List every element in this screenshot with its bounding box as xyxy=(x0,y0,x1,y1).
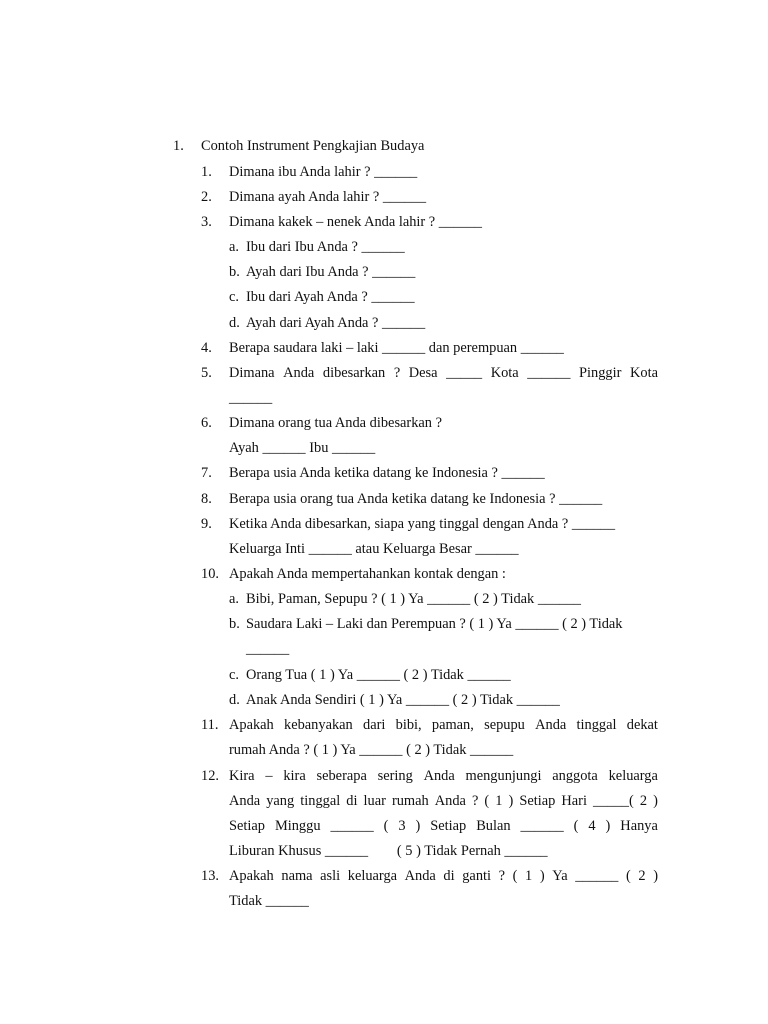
item-justified-line xyxy=(229,794,658,808)
item-text: Dimana ibu Anda lahir ? ______ xyxy=(229,164,418,180)
word: paman, xyxy=(431,717,474,733)
word: ? xyxy=(393,365,401,381)
item-continuation: Ayah ______ Ibu ______ xyxy=(229,440,376,456)
word: Bulan xyxy=(476,818,511,834)
sub-continuation: ______ xyxy=(246,641,290,657)
word: ______ xyxy=(575,868,619,884)
word: kira xyxy=(283,768,306,784)
word: luar xyxy=(363,793,386,809)
word: ( xyxy=(625,868,631,884)
item-number: 11. xyxy=(201,717,219,733)
title: Contoh Instrument Pengkajian Budaya xyxy=(201,138,425,154)
word: nama xyxy=(281,868,313,884)
word: _____( xyxy=(593,793,634,809)
item-number: 2. xyxy=(201,189,212,205)
word: bibi, xyxy=(395,717,422,733)
item-number: 7. xyxy=(201,465,212,481)
word: tinggal xyxy=(576,717,617,733)
item-number: 3. xyxy=(201,214,212,230)
item-continuation: Liburan Khusus ______ ( 5 ) Tidak Pernah ______ xyxy=(229,843,548,859)
word: ) xyxy=(415,818,421,834)
item-number: 1. xyxy=(201,164,212,180)
word: Kira xyxy=(229,768,255,784)
item-continuation: ______ xyxy=(229,390,273,406)
sub-text: Ayah dari Ibu Anda ? ______ xyxy=(246,264,416,280)
word: ( xyxy=(383,818,389,834)
word: Hari xyxy=(561,793,587,809)
word: Desa xyxy=(408,365,438,381)
item-justified-line xyxy=(229,769,658,783)
word: Kota xyxy=(629,365,658,381)
word: Anda xyxy=(535,717,567,733)
sub-letter: b. xyxy=(229,616,240,632)
item-number: 10. xyxy=(201,566,219,582)
word: ) xyxy=(653,793,658,809)
sub-letter: d. xyxy=(229,692,240,708)
word: Setiap xyxy=(519,793,556,809)
word: di xyxy=(443,868,455,884)
word: rumah xyxy=(391,793,429,809)
item-justified-line xyxy=(229,718,658,732)
word: ? xyxy=(498,868,506,884)
item-number: 13. xyxy=(201,868,219,884)
word: keluarga xyxy=(347,868,398,884)
item-number: 9. xyxy=(201,516,212,532)
word: 1 xyxy=(525,868,533,884)
word: Anda xyxy=(423,768,455,784)
word: ( xyxy=(573,818,579,834)
word: 1 xyxy=(495,793,503,809)
item-number: 5. xyxy=(201,365,212,381)
word: Anda xyxy=(229,793,261,809)
word: Apakah xyxy=(229,868,274,884)
item-number: 6. xyxy=(201,415,212,431)
item-continuation: Tidak ______ xyxy=(229,893,309,909)
item-text: Berapa usia Anda ketika datang ke Indonesia ? ______ xyxy=(229,465,545,481)
word: Minggu xyxy=(274,818,321,834)
word: tinggal xyxy=(300,793,341,809)
sub-text: Ibu dari Ayah Anda ? ______ xyxy=(246,289,415,305)
sub-text: Ibu dari Ibu Anda ? ______ xyxy=(246,239,405,255)
item-number: 4. xyxy=(201,340,212,356)
sub-letter: c. xyxy=(229,289,239,305)
word: sering xyxy=(377,768,413,784)
word: anggota xyxy=(552,768,598,784)
item-continuation: rumah Anda ? ( 1 ) Ya ______ ( 2 ) Tidak ______ xyxy=(229,742,514,758)
word: ) xyxy=(508,793,514,809)
item-justified-line xyxy=(229,869,658,883)
sub-letter: c. xyxy=(229,667,239,683)
word: ) xyxy=(605,818,611,834)
sub-letter: b. xyxy=(229,264,240,280)
word: ______ xyxy=(527,365,571,381)
word: ______ xyxy=(330,818,374,834)
word: Pinggir xyxy=(579,365,622,381)
item-number: 12. xyxy=(201,768,219,784)
word: 4 xyxy=(588,818,596,834)
item-justified-line xyxy=(229,819,658,833)
word: kebanyakan xyxy=(284,717,353,733)
word: Kota xyxy=(490,365,519,381)
word: Setiap xyxy=(229,818,265,834)
word: Apakah xyxy=(229,717,274,733)
word: Ya xyxy=(552,868,568,884)
word: ( xyxy=(484,793,490,809)
word: 2 xyxy=(638,868,646,884)
word: 2 xyxy=(639,793,648,809)
word: Anda xyxy=(283,365,315,381)
word: 3 xyxy=(398,818,406,834)
sub-text: Saudara Laki – Laki dan Perempuan ? ( 1 ) Ya ______ ( 2 ) Tidak xyxy=(246,616,623,632)
sub-letter: a. xyxy=(229,591,239,607)
word: ganti xyxy=(462,868,492,884)
word: asli xyxy=(320,868,341,884)
sub-text: Bibi, Paman, Sepupu ? ( 1 ) Ya ______ ( 2 ) Tidak ______ xyxy=(246,591,581,607)
item-text: Dimana orang tua Anda dibesarkan ? xyxy=(229,415,442,431)
word: yang xyxy=(266,793,295,809)
item-text: Berapa saudara laki – laki ______ dan perempuan ______ xyxy=(229,340,564,356)
word: ( xyxy=(512,868,518,884)
item-text: Dimana kakek – nenek Anda lahir ? ______ xyxy=(229,214,482,230)
item-number: 8. xyxy=(201,491,212,507)
item-text: Ketika Anda dibesarkan, siapa yang tinggal dengan Anda ? ______ xyxy=(229,516,616,532)
word: di xyxy=(346,793,358,809)
word: Setiap xyxy=(430,818,467,834)
word: Anda xyxy=(404,868,436,884)
item-text: Apakah Anda mempertahankan kontak dengan : xyxy=(229,566,506,582)
word: seberapa xyxy=(316,768,367,784)
item-justified-line xyxy=(229,366,658,380)
sub-text: Ayah dari Ayah Anda ? ______ xyxy=(246,315,426,331)
sub-letter: d. xyxy=(229,315,240,331)
sub-text: Anak Anda Sendiri ( 1 ) Ya ______ ( 2 ) Tidak ______ xyxy=(246,692,560,708)
word: dari xyxy=(363,717,386,733)
sub-text: Orang Tua ( 1 ) Ya ______ ( 2 ) Tidak ______ xyxy=(246,667,511,683)
word: sepupu xyxy=(484,717,525,733)
word: dibesarkan xyxy=(322,365,386,381)
word: ______ xyxy=(520,818,564,834)
word: _____ xyxy=(446,365,483,381)
word: Hanya xyxy=(620,818,658,834)
item-text: Dimana ayah Anda lahir ? ______ xyxy=(229,189,427,205)
word: Anda xyxy=(434,793,466,809)
word: keluarga xyxy=(608,768,658,784)
word: ) xyxy=(653,868,658,884)
word: mengunjungi xyxy=(465,768,542,784)
word: dekat xyxy=(626,717,658,733)
sub-letter: a. xyxy=(229,239,239,255)
word: – xyxy=(265,768,273,784)
item-continuation: Keluarga Inti ______ atau Keluarga Besar ______ xyxy=(229,541,519,557)
word: Dimana xyxy=(229,365,275,381)
item-text: Berapa usia orang tua Anda ketika datang ke Indonesia ? ______ xyxy=(229,491,603,507)
title-number: 1. xyxy=(173,138,184,154)
word: ) xyxy=(539,868,545,884)
word: ? xyxy=(471,793,479,809)
